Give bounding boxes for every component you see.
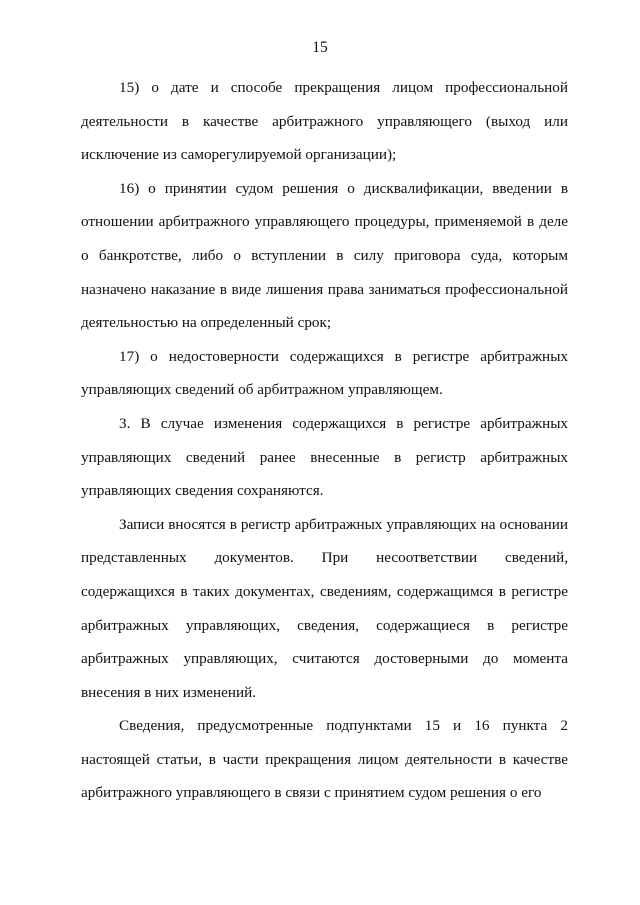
paragraph-clause-3: 3. В случае изменения содержащихся в регистре арбитражных управляющих сведений ранее внесенные в регистр арбитражных управляющих сведения сохраняются. <box>81 414 568 500</box>
paragraph-item-16: 16) о принятии судом решения о дисквалификации, введении в отношении арбитражного управляющего процедуры, применяемой в деле о банкротстве, либо о вступлении в силу приговора суда, которым назначено наказание в виде лишения права заниматься профессиональной деятельностью на определенный срок; <box>81 179 568 332</box>
document-body <box>81 71 568 810</box>
paragraph-item-17: 17) о недостоверности содержащихся в регистре арбитражных управляющих сведений об арбитражном управляющем. <box>81 347 568 399</box>
paragraph-item-15: 15) о дате и способе прекращения лицом профессиональной деятельности в качестве арбитражного управляющего (выход или исключение из саморегулируемой организации); <box>81 79 568 164</box>
page-number: 15 <box>312 39 328 56</box>
paragraph-information: Сведения, предусмотренные подпунктами 15 и 16 пункта 2 настоящей статьи, в части прекращения лицом деятельности в качестве арбитражного управляющего в связи с принятием судом решения о его <box>81 717 568 802</box>
paragraph-records: Записи вносятся в регистр арбитражных управляющих на основании представленных документов. При несоответствии сведений, содержащихся в таких документах, сведениям, содержащимся в регистре арбитражных управляющих, сведения, содержащиеся в регистре арбитражных управляющих, считаются достоверными до момента внесения в них изменений. <box>81 515 568 701</box>
